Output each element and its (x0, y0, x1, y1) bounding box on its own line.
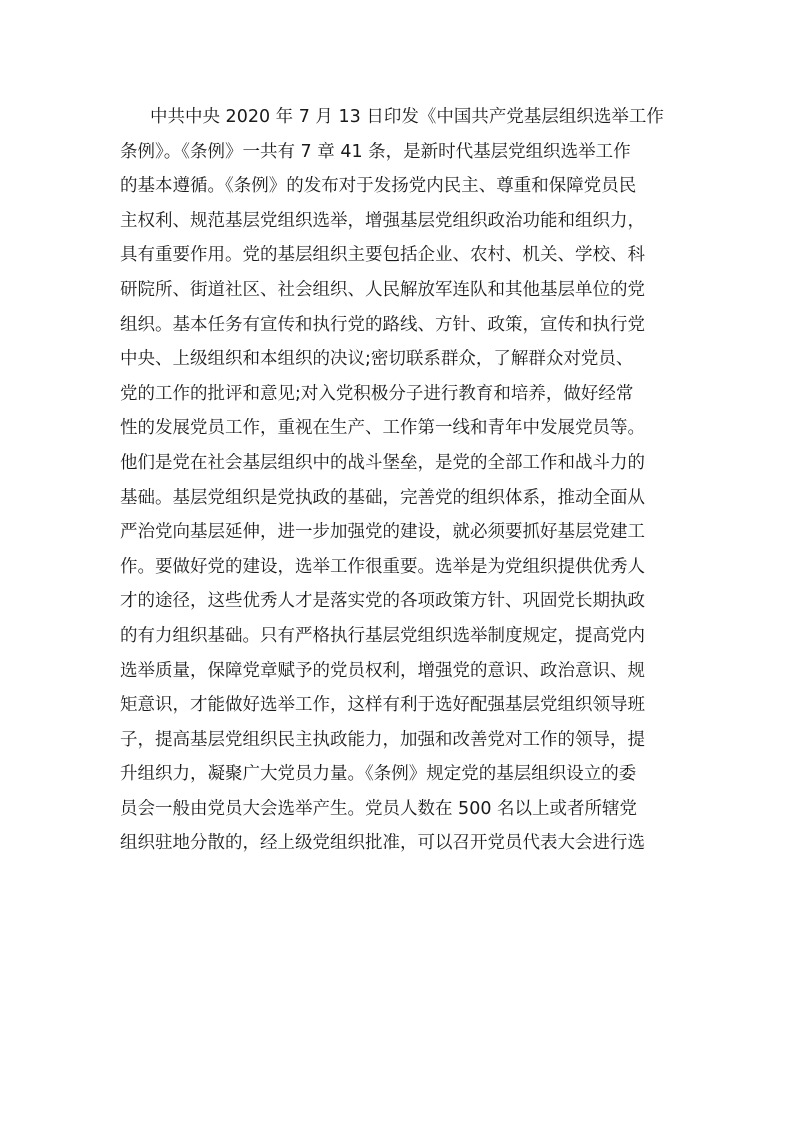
text-line: 具有重要作用。党的基层组织主要包括企业、农村、机关、学校、科 (120, 245, 645, 266)
text-line: 性的发展党员工作，重视在生产、工作第一线和青年中发展党员等。 (120, 418, 645, 439)
text-line: 的基本遵循。《条例》的发布对于发扬党内民主、尊重和保障党员民 (120, 176, 637, 197)
text-line: 研院所、街道社区、社会组织、人民解放军连队和其他基层单位的党 (120, 279, 645, 300)
body-paragraph (120, 100, 680, 861)
text-line: 基础。基层党组织是党执政的基础，完善党的组织体系，推动全面从 (120, 487, 645, 508)
text-line: 作。要做好党的建设，选举工作很重要。选举是为党组织提供优秀人 (120, 556, 645, 577)
text-line: 中共中央 2020 年 7 月 13 日印发《中国共产党基层组织选举工作 (150, 107, 664, 127)
text-line: 严治党向基层延伸，进一步加强党的建设，就必须要抓好基层党建工 (120, 522, 645, 543)
text-line: 矩意识，才能做好选举工作，这样有利于选好配强基层党组织领导班 (120, 695, 645, 716)
text-line: 条例》。《条例》一共有 7 章 41 条，是新时代基层党组织选举工作 (120, 141, 631, 162)
text-line: 子，提高基层党组织民主执政能力，加强和改善党对工作的领导，提 (120, 729, 645, 750)
text-line: 才的途径，这些优秀人才是落实党的各项政策方针、巩固党长期执政 (120, 591, 645, 612)
text-line: 选举质量，保障党章赋予的党员权利，增强党的意识、政治意识、规 (120, 660, 645, 681)
text-line: 组织。基本任务有宣传和执行党的路线、方针、政策，宣传和执行党 (120, 314, 645, 335)
text-line: 员会一般由党员大会选举产生。党员人数在 500 名以上或者所辖党 (120, 798, 638, 819)
text-line: 他们是党在社会基层组织中的战斗堡垒，是党的全部工作和战斗力的 (120, 452, 645, 473)
text-line: 组织驻地分散的，经上级党组织批准，可以召开党员代表大会进行选 (120, 833, 645, 854)
text-line: 中央、上级组织和本组织的决议;密切联系群众，了解群众对党员、 (120, 349, 634, 370)
text-line: 升组织力，凝聚广大党员力量。《条例》规定党的基层组织设立的委 (120, 764, 637, 785)
text-line: 党的工作的批评和意见;对入党积极分子进行教育和培养，做好经常 (120, 383, 634, 404)
text-line: 主权利、规范基层党组织选举，增强基层党组织政治功能和组织力， (120, 210, 645, 231)
text-line: 的有力组织基础。只有严格执行基层党组织选举制度规定，提高党内 (120, 625, 645, 646)
